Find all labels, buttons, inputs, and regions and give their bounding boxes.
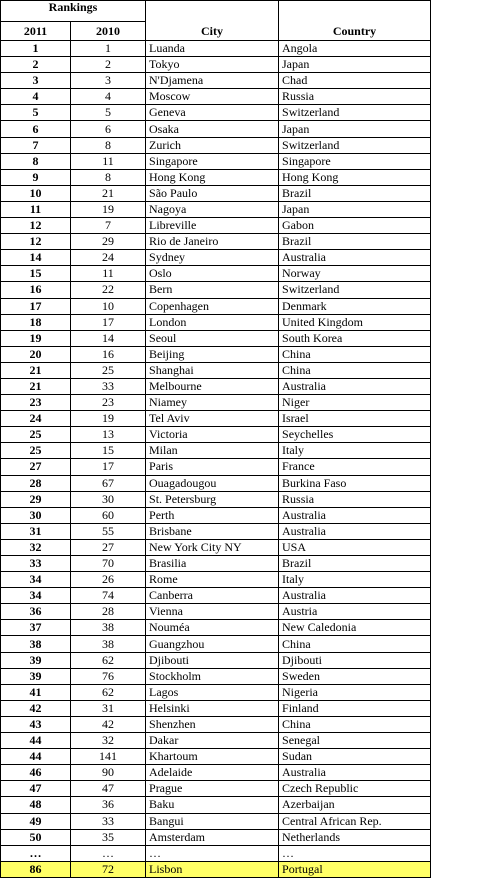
table-row xyxy=(1,298,431,314)
rank-2011-cell: 39 xyxy=(1,652,71,668)
country-cell: Switzerland xyxy=(279,137,431,153)
rank-2010-cell: 42 xyxy=(71,716,146,732)
country-cell: Singapore xyxy=(279,153,431,169)
table-row xyxy=(1,668,431,684)
rank-2010-cell: 8 xyxy=(71,169,146,185)
rank-2010-cell: 27 xyxy=(71,539,146,555)
table-row xyxy=(1,105,431,121)
rank-2011-cell: 2 xyxy=(1,57,71,73)
table-row xyxy=(1,749,431,765)
city-cell: Lagos xyxy=(146,684,279,700)
rank-2010-cell: … xyxy=(71,845,146,861)
rank-2010-cell: 11 xyxy=(71,266,146,282)
rank-2010-cell: 25 xyxy=(71,362,146,378)
country-cell: Australia xyxy=(279,507,431,523)
table-row xyxy=(1,716,431,732)
table-row xyxy=(1,250,431,266)
rank-2011-cell: 48 xyxy=(1,797,71,813)
rank-2011-cell: 28 xyxy=(1,475,71,491)
country-cell: Brazil xyxy=(279,185,431,201)
country-cell: USA xyxy=(279,539,431,555)
country-cell: China xyxy=(279,636,431,652)
country-cell: United Kingdom xyxy=(279,314,431,330)
table-row xyxy=(1,797,431,813)
rank-2010-cell: 21 xyxy=(71,185,146,201)
city-cell: Copenhagen xyxy=(146,298,279,314)
rank-2011-cell: 25 xyxy=(1,427,71,443)
city-cell: Paris xyxy=(146,459,279,475)
city-cell: Dakar xyxy=(146,733,279,749)
rank-2010-cell: 141 xyxy=(71,749,146,765)
rank-2011-cell: 12 xyxy=(1,234,71,250)
country-cell: Switzerland xyxy=(279,282,431,298)
country-cell: Chad xyxy=(279,73,431,89)
country-cell: Senegal xyxy=(279,733,431,749)
country-cell: Australia xyxy=(279,378,431,394)
city-cell: Khartoum xyxy=(146,749,279,765)
table-row xyxy=(1,781,431,797)
table-row xyxy=(1,443,431,459)
rank-2010-cell: 31 xyxy=(71,700,146,716)
country-cell: Austria xyxy=(279,604,431,620)
table-row xyxy=(1,57,431,73)
country-cell: Central African Rep. xyxy=(279,813,431,829)
rank-2011-cell: 47 xyxy=(1,781,71,797)
country-cell: Angola xyxy=(279,41,431,57)
rank-2010-cell: 22 xyxy=(71,282,146,298)
city-cell: Nagoya xyxy=(146,201,279,217)
table-row xyxy=(1,861,431,877)
table-row xyxy=(1,507,431,523)
rank-2010-cell: 32 xyxy=(71,733,146,749)
rank-2010-cell: 38 xyxy=(71,636,146,652)
city-cell: Brisbane xyxy=(146,523,279,539)
rank-2010-cell: 62 xyxy=(71,652,146,668)
year-2011-header: 2011 xyxy=(1,22,71,41)
city-cell: … xyxy=(146,845,279,861)
country-cell: New Caledonia xyxy=(279,620,431,636)
country-cell: Brazil xyxy=(279,234,431,250)
rank-2010-cell: 13 xyxy=(71,427,146,443)
rank-2011-cell: 24 xyxy=(1,411,71,427)
country-cell: Israel xyxy=(279,411,431,427)
city-cell: Adelaide xyxy=(146,765,279,781)
table-row xyxy=(1,556,431,572)
country-cell: Japan xyxy=(279,201,431,217)
rank-2011-cell: 30 xyxy=(1,507,71,523)
table-row xyxy=(1,41,431,57)
table-row xyxy=(1,652,431,668)
rank-2011-cell: 20 xyxy=(1,346,71,362)
city-cell: Victoria xyxy=(146,427,279,443)
table-row xyxy=(1,539,431,555)
rank-2011-cell: 86 xyxy=(1,861,71,877)
table-row xyxy=(1,169,431,185)
city-cell: Oslo xyxy=(146,266,279,282)
rank-2010-cell: 10 xyxy=(71,298,146,314)
city-cell: Niamey xyxy=(146,395,279,411)
table-row xyxy=(1,427,431,443)
city-cell: Baku xyxy=(146,797,279,813)
table-row xyxy=(1,845,431,861)
rank-2010-cell: 19 xyxy=(71,411,146,427)
rank-2011-cell: 16 xyxy=(1,282,71,298)
rank-2011-cell: 43 xyxy=(1,716,71,732)
rank-2010-cell: 11 xyxy=(71,153,146,169)
city-cell: Beijing xyxy=(146,346,279,362)
city-cell: Amsterdam xyxy=(146,829,279,845)
rank-2010-cell: 15 xyxy=(71,443,146,459)
city-cell: Luanda xyxy=(146,41,279,57)
rank-2010-cell: 28 xyxy=(71,604,146,620)
rank-2010-cell: 3 xyxy=(71,73,146,89)
city-cell: London xyxy=(146,314,279,330)
country-cell: Russia xyxy=(279,491,431,507)
city-cell: Osaka xyxy=(146,121,279,137)
rank-2010-cell: 30 xyxy=(71,491,146,507)
city-cell: Djibouti xyxy=(146,652,279,668)
rank-2011-cell: 38 xyxy=(1,636,71,652)
table-row xyxy=(1,395,431,411)
rank-2011-cell: 44 xyxy=(1,733,71,749)
table-row xyxy=(1,829,431,845)
country-cell: Azerbaijan xyxy=(279,797,431,813)
table-row xyxy=(1,314,431,330)
rank-2011-cell: 10 xyxy=(1,185,71,201)
rank-2011-cell: 21 xyxy=(1,362,71,378)
rank-2011-cell: 49 xyxy=(1,813,71,829)
table-row xyxy=(1,491,431,507)
table-row xyxy=(1,234,431,250)
table-row xyxy=(1,137,431,153)
rank-2011-cell: 25 xyxy=(1,443,71,459)
city-cell: Canberra xyxy=(146,588,279,604)
rank-2011-cell: 8 xyxy=(1,153,71,169)
country-cell: China xyxy=(279,716,431,732)
rank-2011-cell: 34 xyxy=(1,588,71,604)
city-cell: Rio de Janeiro xyxy=(146,234,279,250)
city-cell: Geneva xyxy=(146,105,279,121)
rank-2011-cell: 32 xyxy=(1,539,71,555)
rank-2011-cell: 5 xyxy=(1,105,71,121)
country-cell: Australia xyxy=(279,765,431,781)
country-cell: Australia xyxy=(279,250,431,266)
rank-2010-cell: 2 xyxy=(71,57,146,73)
country-cell: Finland xyxy=(279,700,431,716)
rank-2011-cell: 33 xyxy=(1,556,71,572)
rank-2010-cell: 1 xyxy=(71,41,146,57)
city-cell: Milan xyxy=(146,443,279,459)
rank-2010-cell: 29 xyxy=(71,234,146,250)
year-2010-header: 2010 xyxy=(71,22,146,41)
rank-2011-cell: 7 xyxy=(1,137,71,153)
table-row xyxy=(1,459,431,475)
table-row xyxy=(1,218,431,234)
table-row xyxy=(1,765,431,781)
city-cell: Tel Aviv xyxy=(146,411,279,427)
country-cell: China xyxy=(279,346,431,362)
rank-2010-cell: 26 xyxy=(71,572,146,588)
rank-2010-cell: 17 xyxy=(71,314,146,330)
rank-2011-cell: 36 xyxy=(1,604,71,620)
table-row xyxy=(1,700,431,716)
rank-2010-cell: 35 xyxy=(71,829,146,845)
city-cell: Bangui xyxy=(146,813,279,829)
city-cell: Libreville xyxy=(146,218,279,234)
city-cell: Seoul xyxy=(146,330,279,346)
country-cell: Seychelles xyxy=(279,427,431,443)
rank-2010-cell: 90 xyxy=(71,765,146,781)
city-cell: Perth xyxy=(146,507,279,523)
rank-2011-cell: 12 xyxy=(1,218,71,234)
country-cell: Australia xyxy=(279,523,431,539)
city-header: City xyxy=(146,1,279,41)
city-cell: Prague xyxy=(146,781,279,797)
table-row xyxy=(1,411,431,427)
table-row xyxy=(1,813,431,829)
country-cell: Hong Kong xyxy=(279,169,431,185)
rank-2011-cell: 34 xyxy=(1,572,71,588)
city-cell: Moscow xyxy=(146,89,279,105)
table-row xyxy=(1,346,431,362)
rank-2010-cell: 16 xyxy=(71,346,146,362)
rank-2010-cell: 76 xyxy=(71,668,146,684)
country-cell: Niger xyxy=(279,395,431,411)
country-cell: Denmark xyxy=(279,298,431,314)
city-cell: Stockholm xyxy=(146,668,279,684)
country-cell: Australia xyxy=(279,588,431,604)
rank-2011-cell: 14 xyxy=(1,250,71,266)
rank-2010-cell: 62 xyxy=(71,684,146,700)
rank-2011-cell: 31 xyxy=(1,523,71,539)
rank-2011-cell: 42 xyxy=(1,700,71,716)
city-cell: Guangzhou xyxy=(146,636,279,652)
city-cell: Melbourne xyxy=(146,378,279,394)
country-cell: Japan xyxy=(279,121,431,137)
country-cell: Czech Republic xyxy=(279,781,431,797)
country-cell: Russia xyxy=(279,89,431,105)
table-row xyxy=(1,185,431,201)
city-cell: Zurich xyxy=(146,137,279,153)
city-cell: Sydney xyxy=(146,250,279,266)
rank-2011-cell: 18 xyxy=(1,314,71,330)
table-row xyxy=(1,121,431,137)
country-cell: Sudan xyxy=(279,749,431,765)
rank-2010-cell: 67 xyxy=(71,475,146,491)
rank-2010-cell: 60 xyxy=(71,507,146,523)
city-cell: St. Petersburg xyxy=(146,491,279,507)
city-cell: São Paulo xyxy=(146,185,279,201)
rank-2010-cell: 8 xyxy=(71,137,146,153)
rank-2010-cell: 33 xyxy=(71,378,146,394)
rank-2010-cell: 38 xyxy=(71,620,146,636)
rank-2011-cell: 11 xyxy=(1,201,71,217)
rank-2011-cell: 23 xyxy=(1,395,71,411)
country-cell: Japan xyxy=(279,57,431,73)
rank-2010-cell: 74 xyxy=(71,588,146,604)
rank-2011-cell: 9 xyxy=(1,169,71,185)
rank-2010-cell: 23 xyxy=(71,395,146,411)
city-cell: Brasilia xyxy=(146,556,279,572)
table-row xyxy=(1,620,431,636)
table-row xyxy=(1,475,431,491)
table-row xyxy=(1,89,431,105)
country-cell: Sweden xyxy=(279,668,431,684)
rank-2011-cell: 29 xyxy=(1,491,71,507)
country-cell: Nigeria xyxy=(279,684,431,700)
table-row xyxy=(1,378,431,394)
rank-2010-cell: 55 xyxy=(71,523,146,539)
rank-2010-cell: 14 xyxy=(71,330,146,346)
city-cell: Rome xyxy=(146,572,279,588)
country-cell: Norway xyxy=(279,266,431,282)
rank-2011-cell: 17 xyxy=(1,298,71,314)
table-row xyxy=(1,330,431,346)
table-row xyxy=(1,604,431,620)
table-row xyxy=(1,282,431,298)
rank-2011-cell: 1 xyxy=(1,41,71,57)
country-cell: Portugal xyxy=(279,861,431,877)
rank-2011-cell: 19 xyxy=(1,330,71,346)
rank-2010-cell: 47 xyxy=(71,781,146,797)
table-header xyxy=(1,1,431,41)
country-cell: China xyxy=(279,362,431,378)
rank-2011-cell: 21 xyxy=(1,378,71,394)
rankings-header: Rankings xyxy=(1,1,146,22)
rank-2011-cell: 6 xyxy=(1,121,71,137)
rank-2010-cell: 70 xyxy=(71,556,146,572)
country-cell: … xyxy=(279,845,431,861)
country-cell: Djibouti xyxy=(279,652,431,668)
rank-2010-cell: 72 xyxy=(71,861,146,877)
city-cell: Singapore xyxy=(146,153,279,169)
country-cell: Burkina Faso xyxy=(279,475,431,491)
rank-2010-cell: 36 xyxy=(71,797,146,813)
rank-2010-cell: 7 xyxy=(71,218,146,234)
table-row xyxy=(1,153,431,169)
city-cell: Nouméa xyxy=(146,620,279,636)
city-cell: Shanghai xyxy=(146,362,279,378)
rank-2011-cell: 27 xyxy=(1,459,71,475)
country-cell: Gabon xyxy=(279,218,431,234)
rank-2011-cell: 39 xyxy=(1,668,71,684)
country-cell: South Korea xyxy=(279,330,431,346)
city-cell: Bern xyxy=(146,282,279,298)
table-row xyxy=(1,588,431,604)
country-cell: Netherlands xyxy=(279,829,431,845)
rank-2011-cell: 44 xyxy=(1,749,71,765)
country-cell: Switzerland xyxy=(279,105,431,121)
table-row xyxy=(1,73,431,89)
rank-2010-cell: 6 xyxy=(71,121,146,137)
city-cell: Hong Kong xyxy=(146,169,279,185)
country-header: Country xyxy=(279,1,431,41)
rank-2010-cell: 19 xyxy=(71,201,146,217)
rank-2011-cell: … xyxy=(1,845,71,861)
rank-2011-cell: 4 xyxy=(1,89,71,105)
table-row xyxy=(1,266,431,282)
table-row xyxy=(1,684,431,700)
city-cell: Shenzhen xyxy=(146,716,279,732)
table-row xyxy=(1,636,431,652)
table-body xyxy=(1,41,431,878)
rank-2011-cell: 46 xyxy=(1,765,71,781)
city-cell: New York City NY xyxy=(146,539,279,555)
country-cell: Brazil xyxy=(279,556,431,572)
city-cell: Helsinki xyxy=(146,700,279,716)
rank-2011-cell: 37 xyxy=(1,620,71,636)
rank-2010-cell: 4 xyxy=(71,89,146,105)
country-cell: Italy xyxy=(279,443,431,459)
country-cell: France xyxy=(279,459,431,475)
table-row xyxy=(1,201,431,217)
table-row xyxy=(1,733,431,749)
rank-2010-cell: 5 xyxy=(71,105,146,121)
rank-2010-cell: 17 xyxy=(71,459,146,475)
city-cell: Ouagadougou xyxy=(146,475,279,491)
city-cell: N'Djamena xyxy=(146,73,279,89)
rank-2010-cell: 33 xyxy=(71,813,146,829)
table-row xyxy=(1,523,431,539)
city-cell: Tokyo xyxy=(146,57,279,73)
rank-2011-cell: 3 xyxy=(1,73,71,89)
table-row xyxy=(1,362,431,378)
country-cell: Italy xyxy=(279,572,431,588)
rank-2010-cell: 24 xyxy=(71,250,146,266)
table-row xyxy=(1,572,431,588)
city-cell: Lisbon xyxy=(146,861,279,877)
rank-2011-cell: 50 xyxy=(1,829,71,845)
rank-2011-cell: 15 xyxy=(1,266,71,282)
rank-2011-cell: 41 xyxy=(1,684,71,700)
city-cell: Vienna xyxy=(146,604,279,620)
